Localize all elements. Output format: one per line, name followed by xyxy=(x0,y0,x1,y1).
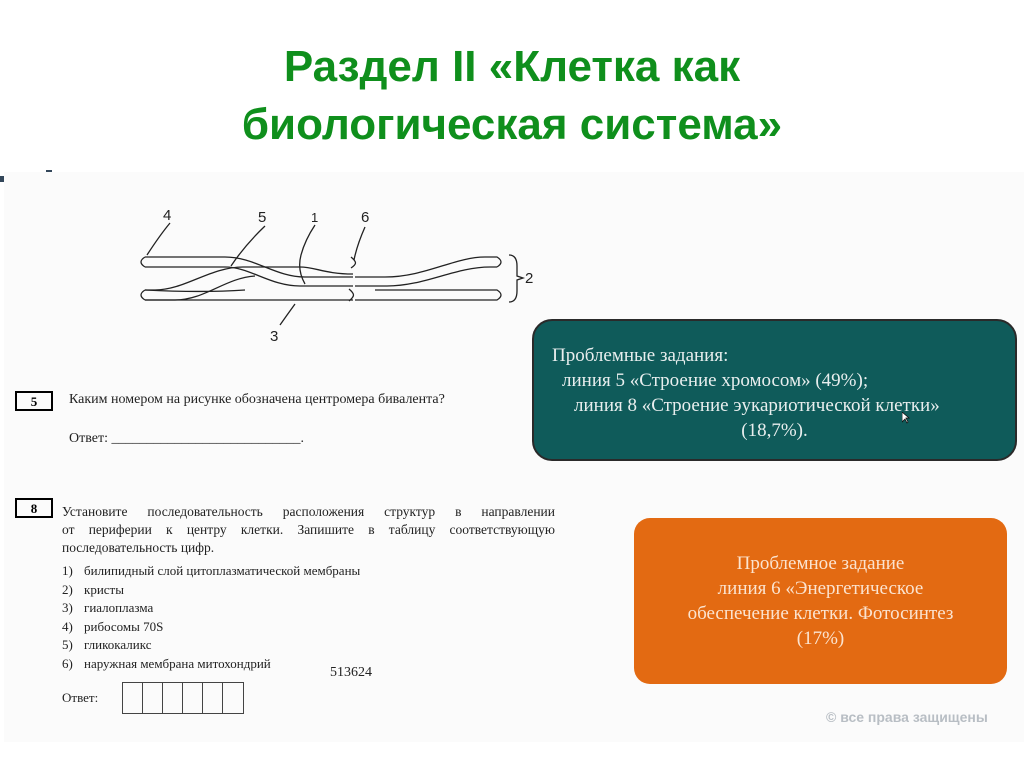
question-8-text xyxy=(62,503,555,557)
answer-cell[interactable] xyxy=(123,683,143,713)
callout-line-4: (17%) xyxy=(796,628,845,649)
diagram-label-3: 3 xyxy=(270,328,279,345)
question-8-number: 8 xyxy=(15,498,53,518)
list-item: 4) рибосомы 70S xyxy=(62,618,164,634)
answer-cell[interactable] xyxy=(203,683,223,713)
diagram-label-5: 5 xyxy=(258,209,267,226)
copyright-notice: © все права защищены xyxy=(826,709,988,725)
diagram-label-1: 1 xyxy=(311,210,319,225)
list-item: 1) билипидный слой цитоплазматической мембраны xyxy=(62,563,361,578)
question-8-text-line-1: Установите последовательность расположения структур в направлении xyxy=(62,504,555,519)
callout-line-4: (18,7%). xyxy=(741,420,808,441)
answer-cell[interactable] xyxy=(223,683,243,713)
question-5-text: Каким номером на рисунке обозначена центромера бивалента? xyxy=(69,392,445,407)
answer-cell[interactable] xyxy=(143,683,163,713)
callout-line-2: линия 5 «Строение хромосом» (49%); xyxy=(562,370,869,391)
list-item: 2) кристы xyxy=(62,581,124,597)
question-8-text-line-3: последовательность цифр. xyxy=(62,540,215,555)
problem-tasks-callout xyxy=(532,319,1017,461)
diagram-label-2: 2 xyxy=(525,270,534,287)
diagram-label-6: 6 xyxy=(361,209,370,226)
slide-title-line-2: биологическая система» xyxy=(241,100,783,149)
bivalent-diagram xyxy=(125,200,545,350)
question-8-answer-value: 513624 xyxy=(330,665,372,680)
question-8-answer-label: Ответ: xyxy=(62,690,99,705)
answer-cell[interactable] xyxy=(183,683,203,713)
callout-line-1: Проблемное задание xyxy=(736,553,905,574)
mouse-cursor-icon xyxy=(902,412,910,424)
callout-line-3: линия 8 «Строение эукариотической клетки» xyxy=(574,395,940,416)
callout-line-2: линия 6 «Энергетическое xyxy=(717,578,924,599)
answer-cell[interactable] xyxy=(163,683,183,713)
callout-line-3: обеспечение клетки. Фотосинтез xyxy=(687,603,954,624)
question-5-answer: Ответ: ___________________________. xyxy=(69,431,304,446)
slide-title xyxy=(0,38,1024,154)
question-8-options xyxy=(62,562,360,673)
problem-task-callout xyxy=(634,518,1007,684)
question-8-text-line-2: от периферии к центру клетки. Запишите в таблицу соответствующую xyxy=(62,522,555,537)
callout-line-1: Проблемные задания: xyxy=(552,345,729,366)
slide-title-line-1: Раздел II «Клетка как xyxy=(283,42,741,91)
list-item: 5) гликокаликс xyxy=(62,637,152,652)
list-item: 3) гиалоплазма xyxy=(62,600,154,615)
list-item: 6) наружная мембрана митохондрий xyxy=(62,655,271,671)
question-5-number: 5 xyxy=(15,391,53,411)
answer-grid[interactable] xyxy=(122,682,244,714)
diagram-label-4: 4 xyxy=(163,207,172,224)
